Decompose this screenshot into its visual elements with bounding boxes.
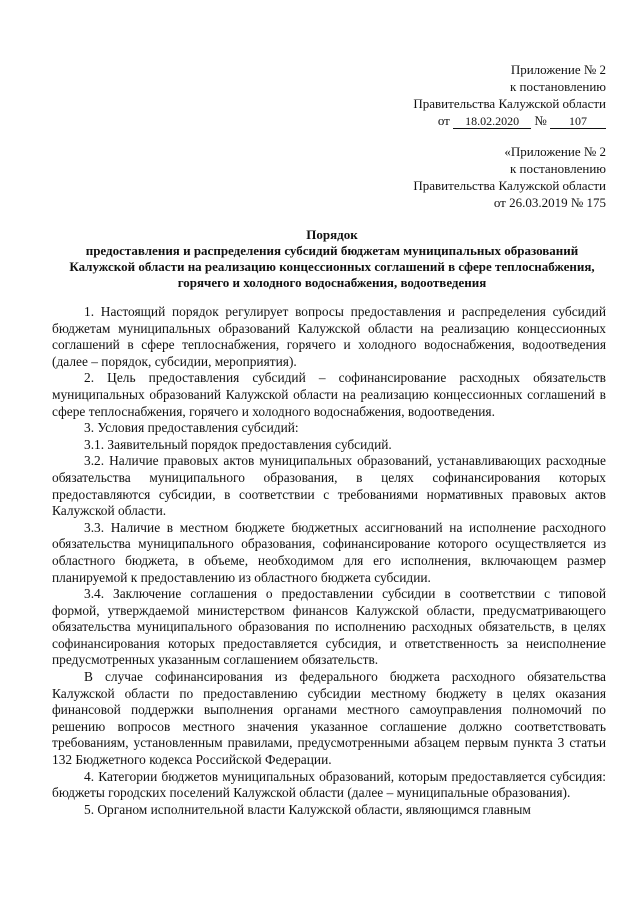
paragraph-5: 5. Органом исполнительной власти Калужской области, являющимся главным [84,801,531,817]
paragraph-3-1: 3.1. Заявительный порядок предоставления субсидий. [84,436,392,452]
appendix-title: Приложение № 2 [510,62,606,77]
appendix-header-new [413,61,606,129]
date-value: 18.02.2020 [453,115,531,129]
paragraph-3-3: 3.3. Наличие в местном бюджете бюджетных ассигнований на исполнение расходного обязательства муниципального образования, софинансирование которого осуществляется из областного бюджета, в объеме, необходимом для его исполнения, включающем размер планируемой к предоставлению из областного бюджета субсидии. [52,519,606,585]
title-heading: Порядок [306,227,358,242]
paragraph-3: 3. Условия предоставления субсидий: [84,420,299,436]
number-prefix: № [534,113,547,128]
old-resolution-ref: к постановлению [509,161,606,176]
old-appendix-title: «Приложение № 2 [504,144,606,159]
paragraph-3-4-cont: В случае софинансирования из федерального бюджета расходного обязательства Калужской области по предоставлению субсидии местному бюджету в целях оказания финансовой поддержки выполнения органами местного самоуправления полномочий по решению вопросов местного значения указанное соглашение должно соответствовать требованиям, установленным правилами, предусмотренными абзацем первым пункта 3 статьи 132 Бюджетного кодекса Российской Федерации. [52,669,606,768]
paragraph-3-2: 3.2. Наличие правовых актов муниципальных образований, устанавливающих расходные обязательства муниципального образования, в целях софинансирования которых предоставляются субсидии, в соответствии с требованиями нормативных правовых актов Калужской области. [52,453,606,519]
appendix-header-old [413,143,606,211]
number-value: 107 [550,115,606,129]
old-date-line: от 26.03.2019 № 175 [493,195,606,210]
paragraph-2: 2. Цель предоставления субсидий – софинансирование расходных обязательств муниципальных образований Калужской области на реализацию концессионных соглашений в сфере теплоснабжения, горячего и холодного водоснабжения, водоотведения. [52,370,606,419]
paragraph-1: 1. Настоящий порядок регулирует вопросы предоставления и распределения субсидий бюджетам муниципальных образований Калужской области на реализацию концессионных соглашений в сфере теплоснабжения, горячего и холодного водоснабжения, водоотведения (далее – порядок, субсидии, мероприятия). [52,304,606,369]
appendix-government: Правительства Калужской области [413,96,606,111]
appendix-date-line [413,112,606,129]
paragraph-3-4: 3.4. Заключение соглашения о предоставлении субсидии в соответствии с типовой формой, утверждаемой министерством финансов Калужской области, предусматривающего обязательства муниципального образования по исполнению расходных обязательств, в целях софинансирования которых предоставляется субсидия, и ответственность за неисполнение предусмотренных указанным соглашением обязательств. [52,586,606,668]
paragraph-4: 4. Категории бюджетов муниципальных образований, которым предоставляется субсидия: бюджеты городских поселений Калужской области (далее – муниципальные образования). [52,768,606,801]
title-subject: предоставления и распределения субсидий бюджетам муниципальных образований Калужской области на реализацию концессионных соглашений в сфере теплоснабжения, горячего и холодного водоснабжения, водоотведения [69,243,595,290]
document-body [52,304,606,818]
date-prefix: от [437,113,450,128]
document-title [52,227,612,291]
old-government: Правительства Калужской области [413,178,606,193]
appendix-resolution-ref: к постановлению [509,79,606,94]
